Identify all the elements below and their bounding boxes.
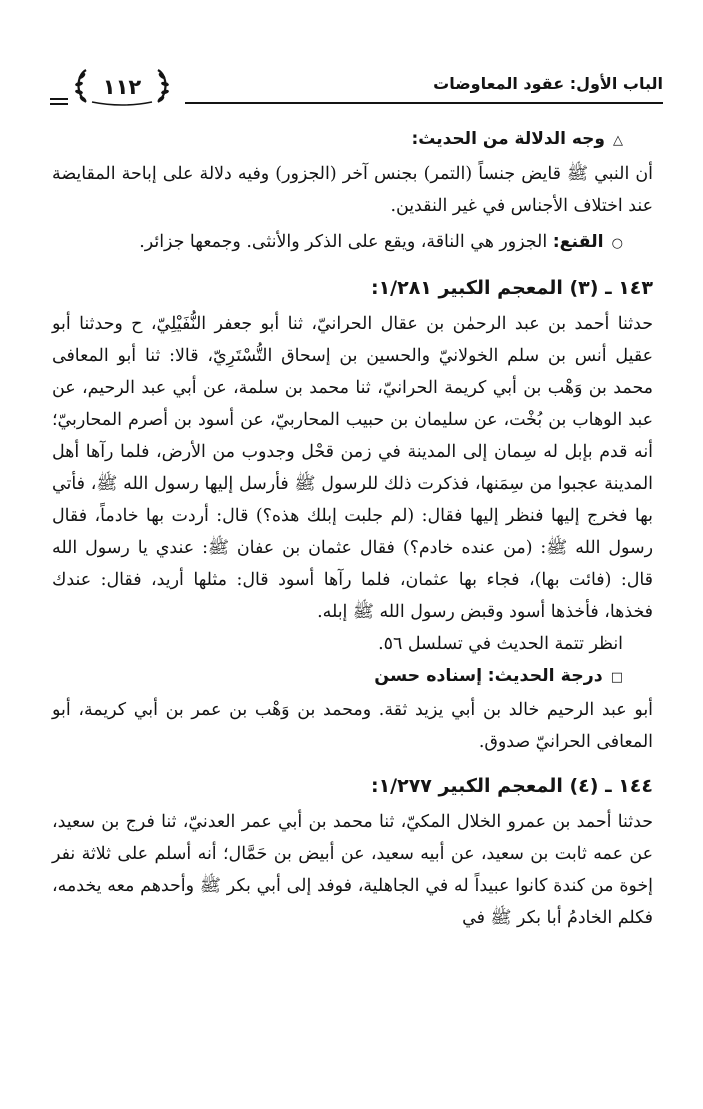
note-text: الجزور هي الناقة، ويقع على الذكر والأنثى. وجمعها جزائر. [139,232,548,252]
grade-label: درجة الحديث: [487,666,603,686]
triangle-icon: △ [613,133,623,148]
page-body [52,122,653,934]
page-header [50,60,663,110]
hadith-144-text: حدثنا أحمد بن عمرو الخلال المكيّ، ثنا محمد بن أبي عمر العدنيّ، ثنا فرج بن سعيد، عن عمه ثابت بن سعيد، عن أبيه سعيد، عن أبيض بن حَمَّال؛ أنه أسلم على ثلاثة نفر إخوة من كندة كانوا عبيداً له في الجاهلية، فوفد إلى أبي بكر ﷺ وأحدهم معه يخدمه، فكلم الخادمُ أبا بكر ﷺ في [52,812,653,928]
hadith-143-reference: انظر تتمة الحديث في تسلسل ٥٦. [378,634,623,654]
grade-value: إسناده حسن [374,666,483,686]
page-number: ١١٢ [102,75,142,99]
square-bullet-icon: □ [610,670,623,685]
evidence-paragraph: أن النبي ﷺ قايض جنساً (التمر) بجنس آخر (الجزور) وفيه دلالة على إباحة المقايضة عند اختلاف الأجناس في غير النقدين. [52,164,653,216]
section-heading-evidence [52,122,653,158]
circle-bullet-icon: ○ [611,236,623,251]
header-double-rule [50,98,68,105]
hadith-grade-line [52,660,653,694]
vocabulary-note [52,226,653,260]
hadith-143-heading: ١٤٣ ـ (٣) المعجم الكبير ١/٢٨١: [370,277,653,299]
evidence-heading-text: وجه الدلالة من الحديث: [411,129,605,149]
hadith-143-text: حدثنا أحمد بن عبد الرحمٰن بن عقال الحرانيّ، ثنا أبو جعفر النُّفَيْلِيّ، ح وحدثنا أبو عقيل أنس بن سلم الخولانيّ والحسين بن إسحاق التُّسْتَرِيّ، قالا: ثنا أبو المعافى محمد بن وَهْب بن أبي كريمة الحرانيّ، ثنا محمد بن سلمة، عن أبي عبد الرحيم، عن عبد الوهاب بن بُخْت، عن سليمان بن حبيب المحاربيّ، عن أسود بن أصرم المحاربيّ؛ أنه قدم بإبل له سِمان إلى المدينة في زمن قحْل وجدوب من الأرض، فلما رآها أهل المدينة عجبوا من سِمَنها، فذكرت ذلك للرسول ﷺ فأرسل إليها رسول الله ﷺ، فأتي بها فخرج إليها فنظر إليها فقال: (لم جلبت إبلك هذه؟) قال: أردت بها خادماً، فقال رسول الله ﷺ: (من عنده خادم؟) فقال عثمان بن عفان ﷺ: عندي يا رسول الله قال: (فائت بها)، فجاء بها عثمان، فلما رآها أسود قال: مثلها أريد، فقال: عندك فخذها، فأخذها أسود وقبض رسول الله ﷺ إبله. [52,314,653,622]
page-number-ornament [72,66,172,106]
narrator-grading-paragraph: أبو عبد الرحيم خالد بن أبي يزيد ثقة. ومحمد بن وَهْب بن عمر بن أبي كريمة، أبو المعافى الحرانيّ صدوق. [52,700,653,752]
running-title: الباب الأول: عقود المعاوضات [433,74,663,93]
hadith-144-heading: ١٤٤ ـ (٤) المعجم الكبير ١/٢٧٧: [370,775,653,797]
header-rule [185,102,663,104]
note-label: القنع: [552,232,604,252]
